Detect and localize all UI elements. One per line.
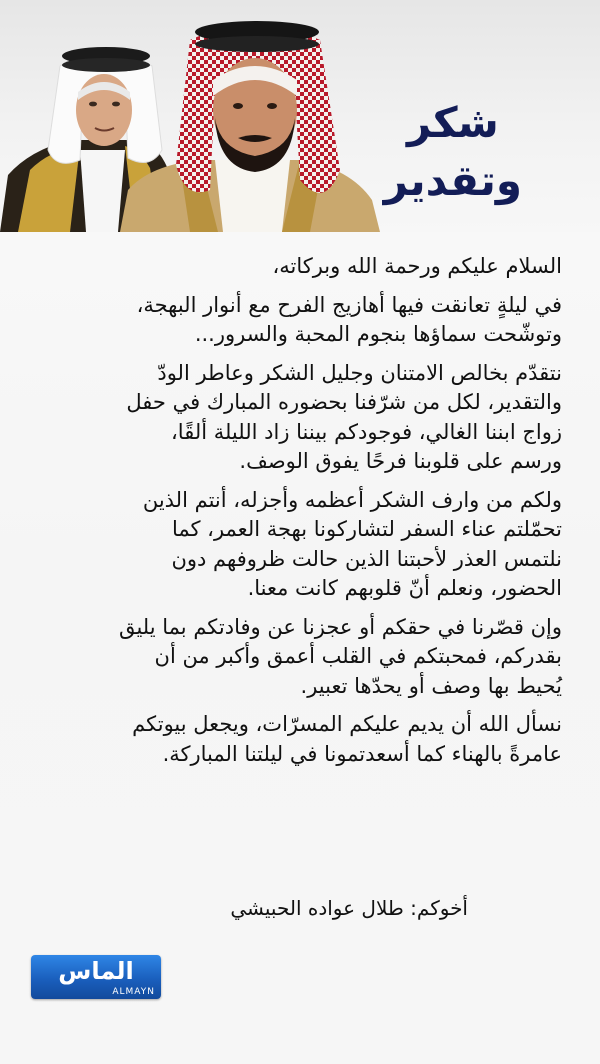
message-paragraph [32, 252, 562, 282]
message-body [32, 252, 562, 778]
message-paragraph [32, 291, 562, 350]
message-line: تحمّلتم عناء السفر لتشاركونا بهجة العمر، كما [171, 517, 562, 541]
message-line: وتوشّحت سماؤها بنجوم المحبة والسرور... [194, 322, 562, 346]
header-banner [0, 0, 600, 232]
portrait-photo [0, 0, 380, 232]
logo-arabic-text: الماس [58, 957, 134, 985]
message-line: نسأل الله أن يديم عليكم المسرّات، ويجعل بيوتكم [132, 712, 562, 736]
signature: أخوكم: طلال عواده الحبيشي [230, 896, 468, 920]
page-title [384, 94, 522, 210]
message-line: في ليلةٍ تعانقت فيها أهازيج الفرح مع أنوار البهجة، [136, 292, 562, 317]
message-line: ولكم من وارف الشكر أعظمه وأجزله، أنتم الذين [142, 487, 562, 512]
message-line: ورسم على قلوبنا فرحًا يفوق الوصف. [239, 449, 562, 473]
message-line: وإن قصّرنا في حقكم أو عجزنا عن وفادتكم بما يليق [118, 614, 562, 639]
message-paragraph [32, 486, 562, 604]
message-line: السلام عليكم ورحمة الله وبركاته، [272, 254, 562, 278]
message-line: عامرةً بالهناء كما أسعدتمونا في ليلتنا المباركة. [162, 741, 562, 766]
message-line: الحضور، ونعلم أنّ قلوبهم كانت معنا. [247, 576, 562, 600]
message-line: والتقدير، لكل من شرّفنا بحضوره المبارك في حفل [126, 390, 562, 414]
message-paragraph [32, 710, 562, 769]
message-line: زواج ابننا الغالي، فوجودكم بيننا زاد الليلة ألقًا، [171, 419, 562, 444]
message-line: يُحيط بها وصف أو يحدّها تعبير. [300, 673, 562, 698]
title-line-1: شكر [406, 98, 499, 147]
message-paragraph [32, 613, 562, 702]
message-line: بقدركم، فمحبتكم في القلب أعمق وأكبر من أن [154, 644, 562, 668]
message-paragraph [32, 359, 562, 477]
message-line: نلتمس العذر لأحبتنا الذين حالت ظروفهم دون [171, 546, 562, 571]
message-line: نتقدّم بخالص الامتنان وجليل الشكر وعاطر الودّ [157, 360, 562, 385]
almas-logo [31, 955, 161, 999]
logo-english-text: ALMAYN [112, 987, 155, 997]
title-line-2: وتقدير [383, 156, 522, 205]
